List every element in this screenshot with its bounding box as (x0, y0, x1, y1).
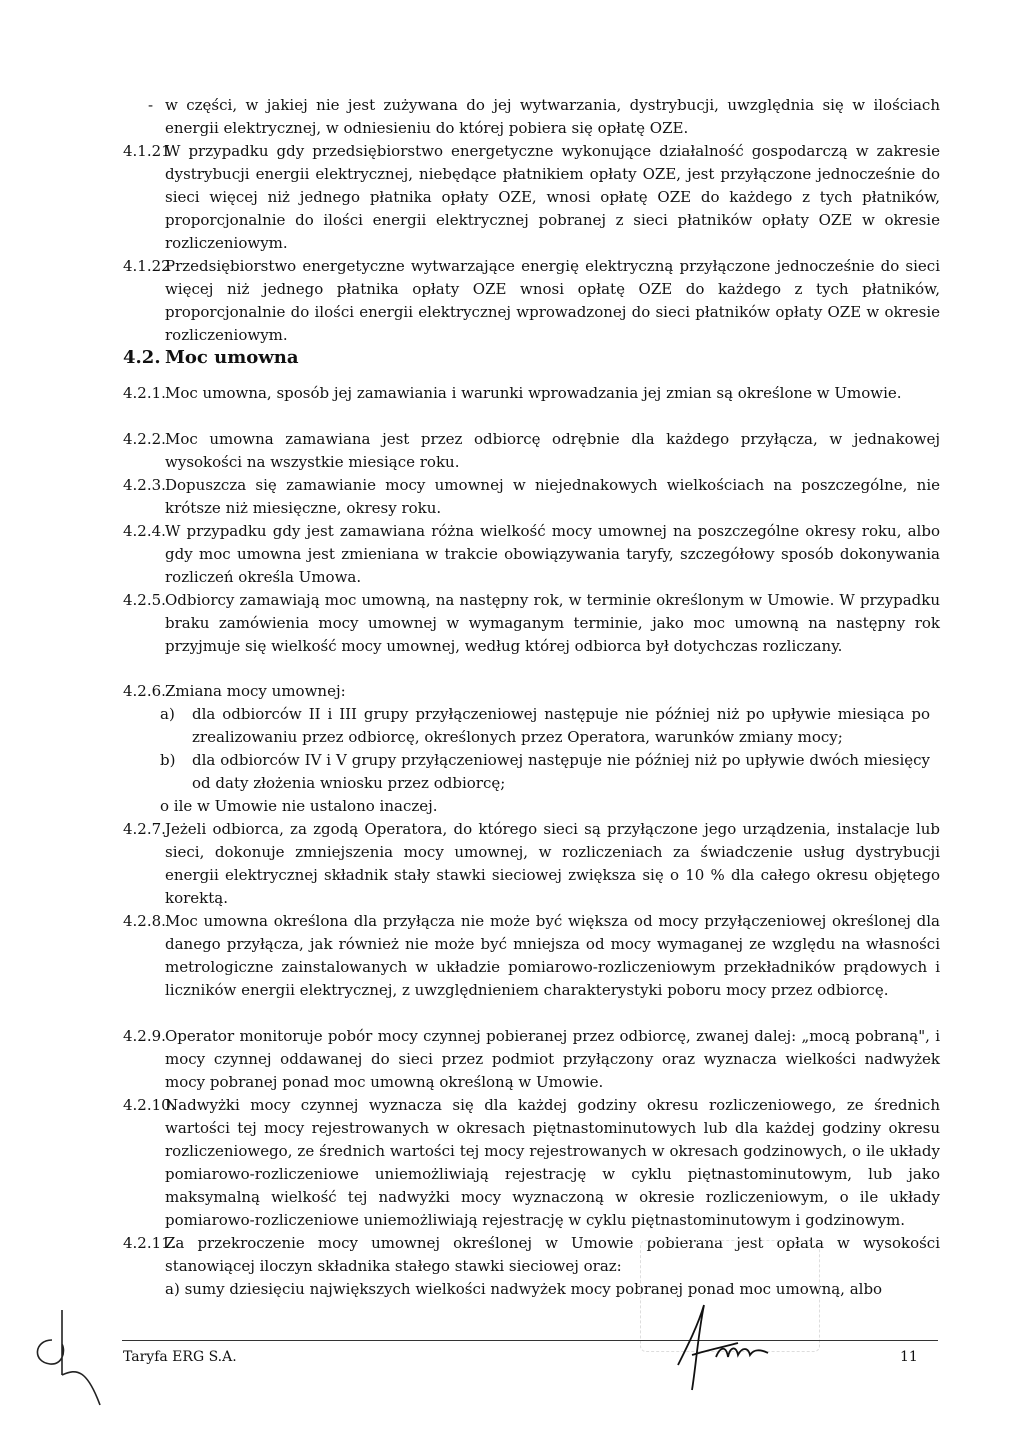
item-text: Moc umowna, sposób jej zamawiania i warunki wprowadzania jej zmian są określone w Umowie. (165, 384, 902, 402)
footer-title: Taryfa ERG S.A. (123, 1349, 237, 1365)
item-number: 4.2.5. (123, 591, 166, 609)
signature (668, 1295, 778, 1395)
item-number: 4.2.9. (123, 1027, 166, 1045)
sub-item-text: dla odbiorców IV i V grupy przyłączeniowej następuje nie później niż po upływie dwóch miesięcy od daty złożenia wniosku przez odbiorcę; (192, 751, 930, 792)
sub-item-text: dla odbiorców II i III grupy przyłączeniowej następuje nie później niż po upływie miesiąca po zrealizowaniu przez odbiorcę, określonych przez Operatora, warunków zmiany mocy; (192, 705, 930, 746)
item-number: 4.2.11. (123, 1234, 176, 1252)
item-text: W przypadku gdy jest zamawiana różna wielkość mocy umownej na poszczególne okresy roku, albo gdy moc umowna jest zmieniana w trakcie obowiązywania taryfy, szczegółowy sposób dokonywania rozliczeń określa Umowa. (165, 522, 940, 586)
section-title: Moc umowna (165, 347, 299, 368)
item-text: Dopuszcza się zamawianie mocy umownej w niejednakowych wielkościach na poszczególne, nie krótsze niż miesięczne, okresy roku. (165, 476, 940, 517)
item-number: 4.2.2. (123, 430, 166, 448)
item-text: Za przekroczenie mocy umownej określonej w Umowie pobierana jest opłata w wysokości stanowiącej iloczyn składnika stałego stawki sieciowej oraz: (165, 1234, 940, 1275)
bullet-text: w części, w jakiej nie jest zużywana do jej wytwarzania, dystrybucji, uwzględnia się w ilościach energii elektrycznej, w odniesieniu do której pobiera się opłatę OZE. (165, 96, 940, 137)
item-text: Moc umowna określona dla przyłącza nie może być większa od mocy przyłączeniowej określonej dla danego przyłącza, jak również nie może być mniejsza od mocy wymaganej ze względu na własności metrologiczne zainstalowanych w układzie pomiarowo-rozliczeniowym przekładników prądowych i liczników energii elektrycznej, z uwzględnieniem charakterystyki poboru mocy przez odbiorcę. (165, 912, 940, 999)
item-number: 4.2.10. (123, 1096, 176, 1114)
item-number: 4.2.7. (123, 820, 166, 838)
sub-item-note-text: o ile w Umowie nie ustalono inaczej. (160, 797, 438, 815)
item-number: 4.1.22 (123, 257, 171, 275)
sub-item-label: a) (160, 705, 175, 723)
item-text: Nadwyżki mocy czynnej wyznacza się dla każdej godziny okresu rozliczeniowego, ze średnich wartości tej mocy rejestrowanych w okresach piętnastominutowych lub dla każdej godziny okresu rozliczeniowego, ze średnich wartości tej mocy rejestrowanych w okresach godzinowych, o ile układy pomiarowo-rozliczeniowe uniemożliwiają rejestrację w cyklu piętnastominutowym, lub jako maksymalną wielkość tej nadwyżki mocy wyznaczoną w okresie rozliczeniowym, o ile układy pomiarowo-rozliczeniowe uniemożliwiają rejestrację w cyklu piętnastominutowym i godzinowym. (165, 1096, 940, 1229)
bullet-mark: - (148, 96, 154, 114)
item-text: Moc umowna zamawiana jest przez odbiorcę odrębnie dla każdego przyłącza, w jednakowej wysokości na wszystkie miesiące roku. (165, 430, 940, 471)
item-text: Zmiana mocy umownej: (165, 682, 346, 700)
section-number: 4.2. (123, 347, 161, 368)
page-number: 11 (900, 1349, 918, 1365)
item-text: Jeżeli odbiorca, za zgodą Operatora, do którego sieci są przyłączone jego urządzenia, instalacje lub sieci, dokonuje zmniejszenia mocy umownej, w rozliczeniach za świadczenie usług dystrybucji energii elektrycznej składnik stały stawki sieciowej zwiększa się o 10 % dla całego okresu objętego korektą. (165, 820, 940, 907)
item-text: Przedsiębiorstwo energetyczne wytwarzające energię elektryczną przyłączone jednocześnie do sieci więcej niż jednego płatnika opłaty OZE wnosi opłatę OZE do każdego z tych płatników, proporcjonalnie do ilości energii elektrycznej wprowadzonej do sieci płatników opłaty OZE w okresie rozliczeniowym. (165, 257, 940, 344)
item-text: W przypadku gdy przedsiębiorstwo energetyczne wykonujące działalność gospodarczą w zakresie dystrybucji energii elektrycznej, niebędące płatnikiem opłaty OZE, jest przyłączone jednocześnie do sieci więcej niż jednego płatnika opłaty OZE, wnosi opłatę OZE do każdego z tych płatników, proporcjonalnie do ilości energii elektrycznej pobranej z sieci płatników opłaty OZE w okresie rozliczeniowym. (165, 142, 940, 252)
item-number: 4.2.4. (123, 522, 166, 540)
item-number: 4.2.1. (123, 384, 166, 402)
sub-item-text: a) sumy dziesięciu największych wielkości nadwyżek mocy pobranej ponad moc umowną, albo (165, 1280, 883, 1298)
item-text: Odbiorcy zamawiają moc umowną, na następny rok, w terminie określonym w Umowie. W przypadku braku zamówienia mocy umownej w wymaganym terminie, jako moc umowną na następny rok przyjmuje się wielkość mocy umownej, według której odbiorca był dotychczas rozliczany. (165, 591, 940, 655)
item-number: 4.2.6. (123, 682, 166, 700)
item-text: Operator monitoruje pobór mocy czynnej pobieranej przez odbiorcę, zwanej dalej: „mocą pobraną", i mocy czynnej oddawanej do sieci przez podmiot przyłączony oraz wyznacza wielkości nadwyżek mocy pobranej ponad moc umowną określoną w Umowie. (165, 1027, 940, 1091)
footer-divider (122, 1340, 938, 1341)
item-number: 4.1.21 (123, 142, 171, 160)
item-number: 4.2.3. (123, 476, 166, 494)
handwritten-initials (22, 1300, 112, 1410)
item-number: 4.2.8. (123, 912, 166, 930)
sub-item-label: b) (160, 751, 176, 769)
